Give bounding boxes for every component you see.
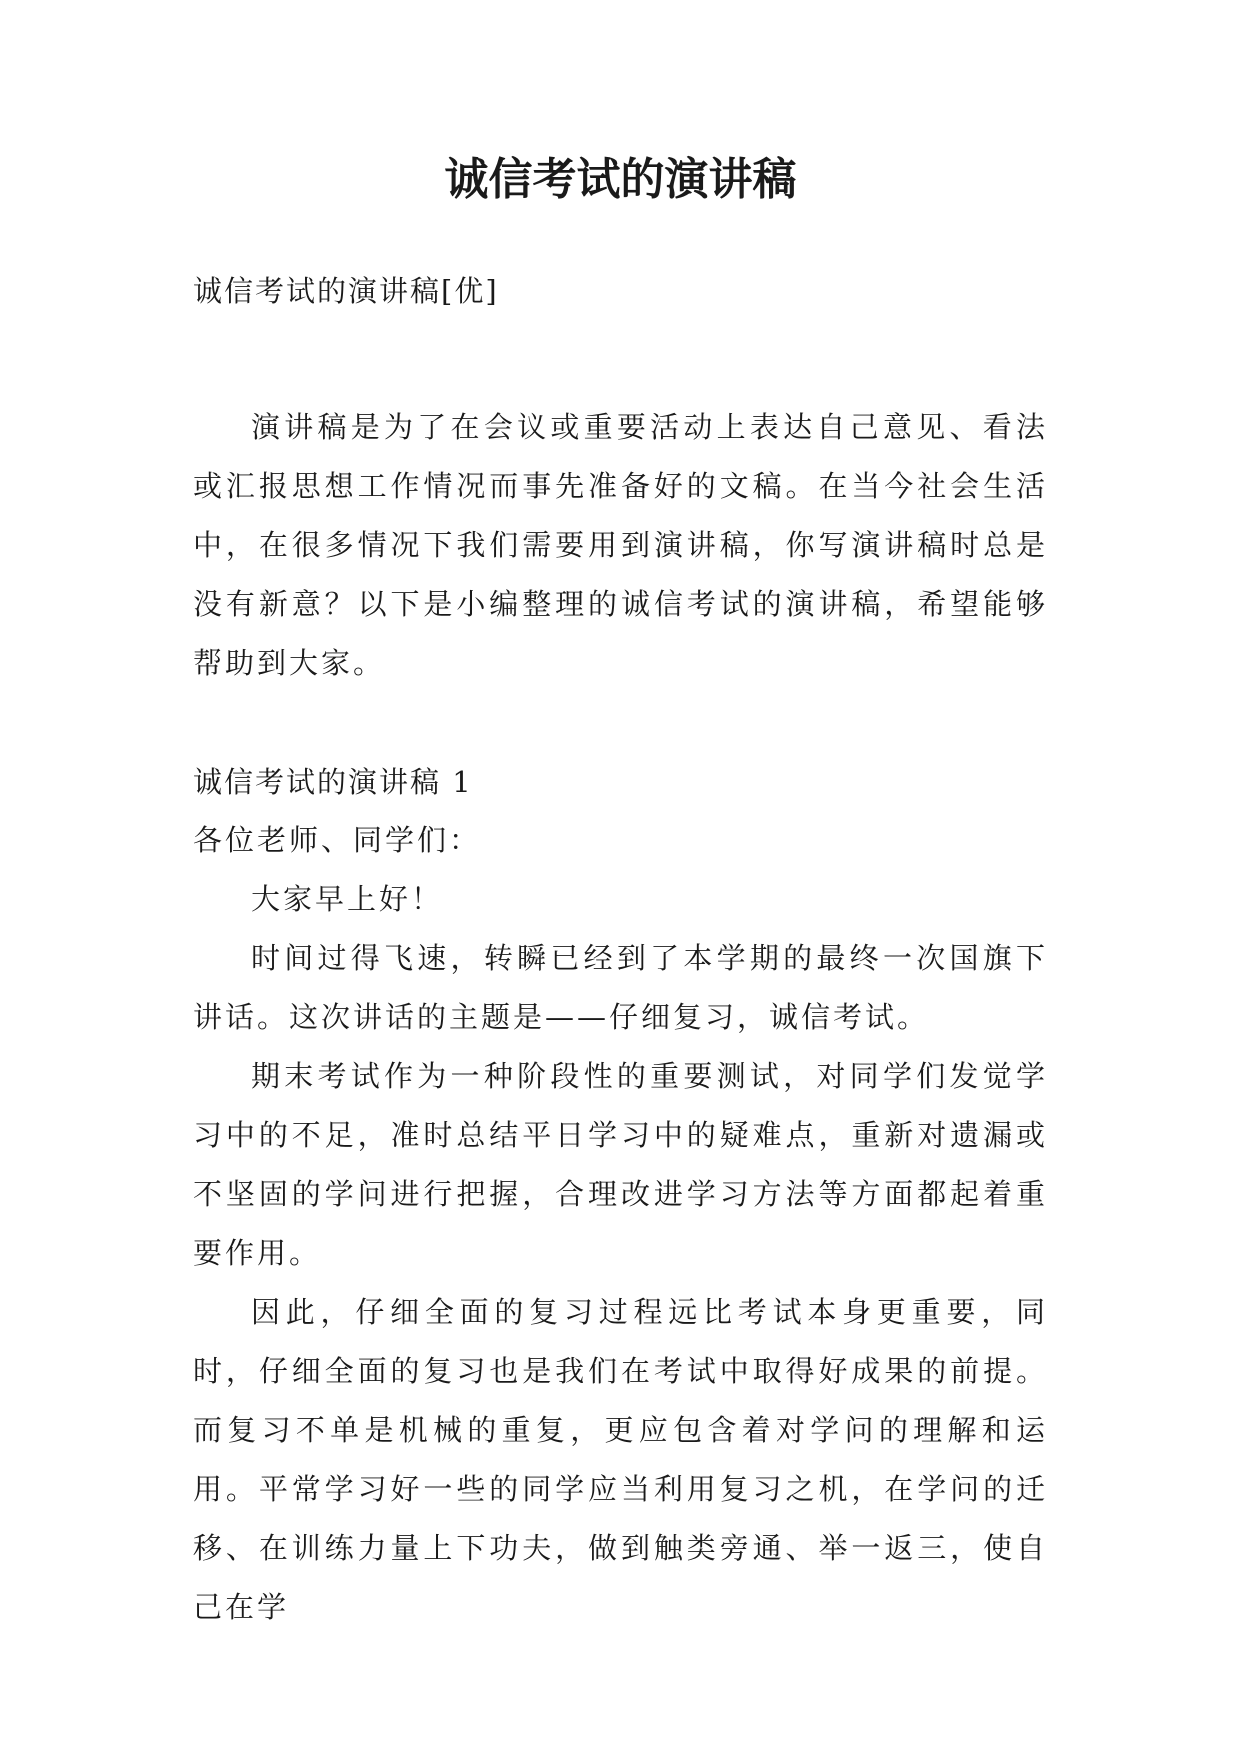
document-subtitle: 诚信考试的演讲稿[优] (193, 274, 499, 308)
body-paragraph: 因此，仔细全面的复习过程远比考试本身更重要，同时，仔细全面的复习也是我们在考试中取得好成果的前提。而复习不单是机械的重复，更应包含着对学问的理解和运用。平常学习好一些的同学应当利用复习之机，在学问的迁移、在训练力量上下功夫，做到触类旁通、举一返三，使自己在学 (193, 1295, 1048, 1624)
greeting-line: 各位老师、同学们： (193, 823, 482, 857)
document-title: 诚信考试的演讲稿 (444, 154, 797, 205)
speech-body (193, 870, 1048, 1637)
body-paragraph: 大家早上好！ (251, 882, 444, 916)
section-heading: 诚信考试的演讲稿 1 (193, 765, 473, 799)
intro-paragraph: 演讲稿是为了在会议或重要活动上表达自己意见、看法或汇报思想工作情况而事先准备好的文稿。在当今社会生活中，在很多情况下我们需要用到演讲稿，你写演讲稿时总是没有新意？以下是小编整理的诚信考试的演讲稿，希望能够帮助到大家。 (193, 410, 1048, 680)
body-paragraph: 期末考试作为一种阶段性的重要测试，对同学们发觉学习中的不足，准时总结平日学习中的疑难点，重新对遗漏或不坚固的学问进行把握，合理改进学习方法等方面都起着重要作用。 (193, 1059, 1048, 1270)
body-paragraph: 时间过得飞速，转瞬已经到了本学期的最终一次国旗下讲话。这次讲话的主题是——仔细复习，诚信考试。 (193, 941, 1048, 1034)
